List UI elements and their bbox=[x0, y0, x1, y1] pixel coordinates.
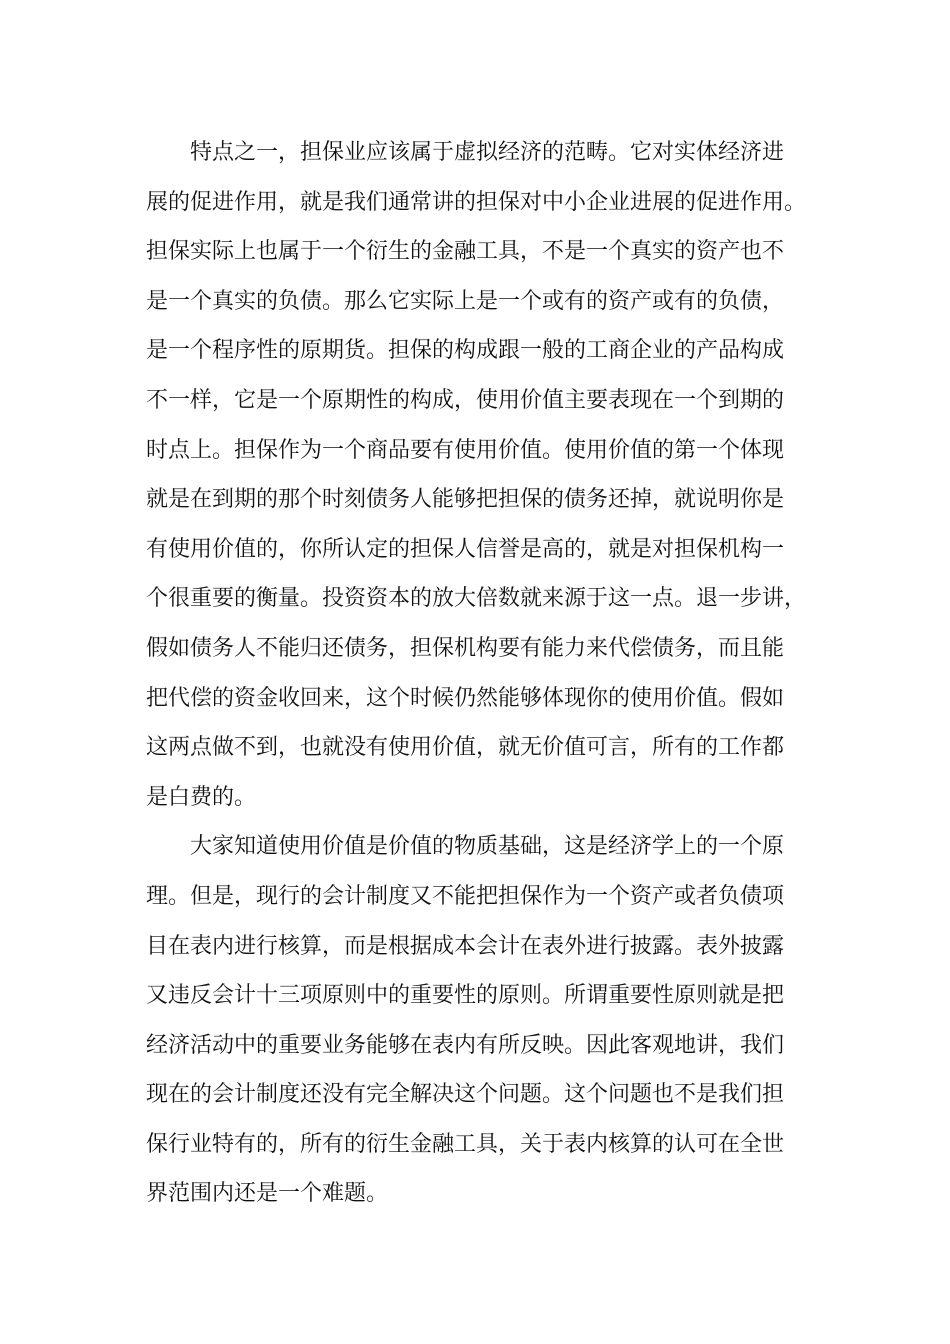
paragraph-line: 是一个程序性的原期货。担保的构成跟一般的工商企业的产品构成 bbox=[146, 338, 785, 364]
paragraph-line: 经济活动中的重要业务能够在表内有所反映。因此客观地讲，我们 bbox=[146, 1032, 785, 1058]
body-text bbox=[146, 128, 810, 1219]
paragraph-line: 现在的会计制度还没有完全解决这个问题。这个问题也不是我们担 bbox=[146, 1082, 785, 1108]
paragraph-2 bbox=[146, 822, 810, 1219]
paragraph-line: 是一个真实的负债。那么它实际上是一个或有的资产或有的负债， bbox=[146, 288, 785, 314]
paragraph-line: 个很重要的衡量。投资资本的放大倍数就来源于这一点。退一步讲， bbox=[146, 586, 807, 612]
paragraph-line: 把代偿的资金收回来，这个时候仍然能够体现你的使用价值。假如 bbox=[146, 685, 785, 711]
paragraph-line: 担保实际上也属于一个衍生的金融工具，不是一个真实的资产也不 bbox=[146, 239, 785, 265]
paragraph-line: 时点上。担保作为一个商品要有使用价值。使用价值的第一个体现 bbox=[146, 437, 785, 463]
paragraph-1 bbox=[146, 128, 810, 822]
paragraph-line: 假如债务人不能归还债务，担保机构要有能力来代偿债务，而且能 bbox=[146, 635, 785, 661]
paragraph-line: 大家知道使用价值是价值的物质基础，这是经济学上的一个原 bbox=[190, 834, 785, 860]
paragraph-line: 是白费的。 bbox=[146, 784, 257, 810]
paragraph-line: 理。但是，现行的会计制度又不能把担保作为一个资产或者负债项 bbox=[146, 883, 785, 909]
paragraph-line: 就是在到期的那个时刻债务人能够把担保的债务还掉，就说明你是 bbox=[146, 487, 785, 513]
paragraph-line: 目在表内进行核算，而是根据成本会计在表外进行披露。表外披露 bbox=[146, 933, 785, 959]
paragraph-line: 这两点做不到，也就没有使用价值，就无价值可言，所有的工作都 bbox=[146, 735, 785, 761]
paragraph-line: 特点之一，担保业应该属于虚拟经济的范畴。它对实体经济进 bbox=[190, 140, 785, 165]
paragraph-line: 保行业特有的，所有的衍生金融工具，关于表内核算的认可在全世 bbox=[146, 1131, 785, 1157]
paragraph-line: 展的促进作用，就是我们通常讲的担保对中小企业进展的促进作用。 bbox=[146, 189, 807, 215]
paragraph-line: 有使用价值的，你所认定的担保人信誉是高的，就是对担保机构一 bbox=[146, 536, 785, 562]
paragraph-line: 不一样，它是一个原期性的构成，使用价值主要表现在一个到期的 bbox=[146, 387, 785, 413]
paragraph-line: 又违反会计十三项原则中的重要性的原则。所谓重要性原则就是把 bbox=[146, 983, 785, 1009]
paragraph-line: 界范围内还是一个难题。 bbox=[146, 1181, 389, 1207]
